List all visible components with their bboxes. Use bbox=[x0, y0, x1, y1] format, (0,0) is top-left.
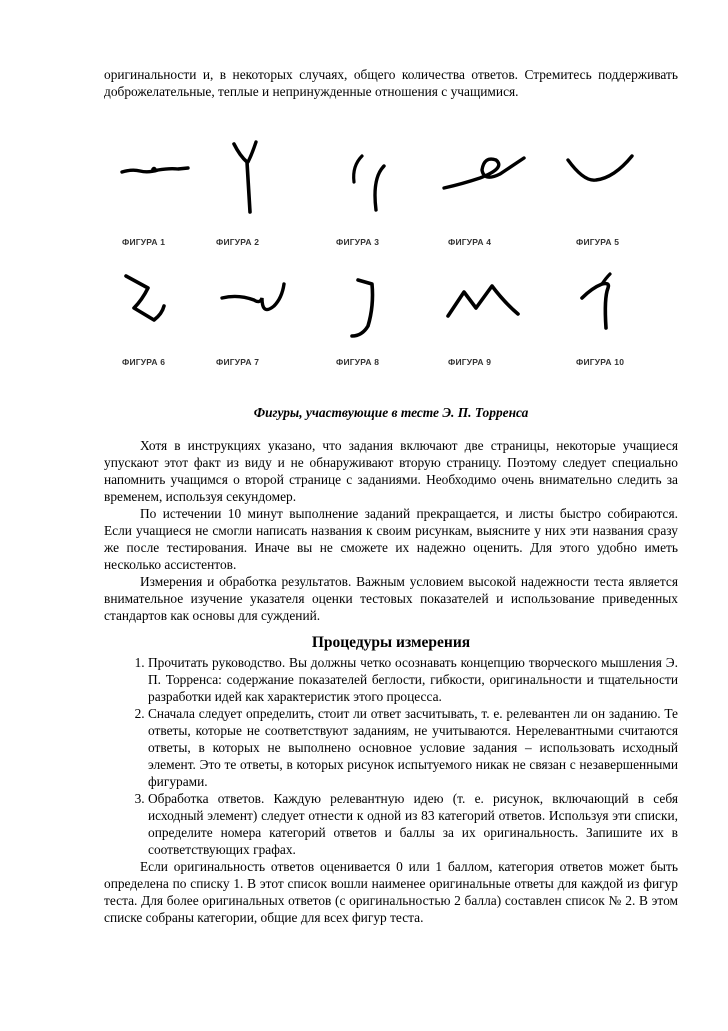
hooked-line-icon bbox=[572, 268, 632, 348]
document-page bbox=[104, 66, 678, 926]
figure-label: ФИГУРА 7 bbox=[216, 357, 260, 367]
figure-1 bbox=[118, 156, 238, 186]
hook-wave-icon bbox=[216, 276, 296, 326]
figure-label: ФИГУРА 6 bbox=[122, 357, 166, 367]
figure-label: ФИГУРА 2 bbox=[216, 237, 260, 247]
figure-4 bbox=[440, 148, 560, 198]
procedure-list bbox=[104, 654, 678, 858]
figure-grid bbox=[104, 108, 678, 408]
squiggle-line-icon bbox=[118, 156, 198, 186]
figure-label: ФИГУРА 3 bbox=[336, 237, 380, 247]
zigzag-icon bbox=[118, 266, 188, 336]
loop-curve-icon bbox=[440, 148, 530, 198]
paragraph: Измерения и обработка результатов. Важным условием высокой надежности теста является внимательное изучение указателя оценки тестовых показателей и использование приведенных стандартов как основы для суждений. bbox=[104, 574, 678, 623]
figures-caption: Фигуры, участвующие в тесте Э. П. Торренса bbox=[253, 405, 529, 420]
figure-label: ФИГУРА 1 bbox=[122, 237, 166, 247]
procedure-item: 3. Обработка ответов. Каждую релевантную идею (т. е. рисунок, включающий в себя исходный элемент) следует отнести к одной из 83 категорий ответов. Используя эти списки, определите номера категорий ответов и баллы за их оригинальность. Запишите их в соответствующих графах. bbox=[148, 790, 678, 858]
figure-label: ФИГУРА 5 bbox=[576, 237, 620, 247]
section-heading: Процедуры измерения bbox=[311, 634, 471, 651]
m-shape-icon bbox=[440, 276, 530, 326]
double-arc-icon bbox=[344, 148, 394, 218]
figure-5 bbox=[562, 150, 682, 190]
paragraph: Хотя в инструкциях указано, что задания включают две страницы, некоторые учащиеся упускают этот факт из виду и не обнаруживают вторую страницу. Поэтому следует специально напомнить учащимся о второй странице с заданиями. Необходимо очень внимательно следить за временем, используя секундомер. bbox=[104, 438, 678, 504]
procedure-item: 2. Сначала следует определить, стоит ли ответ засчитывать, т. е. релевантен ли он заданию. Те ответы, которые не соответствуют заданиям, не учитываются. Нерелевантными считаются ответы, в которых не выполнено основное условие задания – использовать исходный элемент. Это те ответы, в которых рисунок испытуемого никак не связан с незавершенными фигурами. bbox=[148, 705, 678, 790]
figure-label: ФИГУРА 4 bbox=[448, 237, 492, 247]
figure-label: ФИГУРА 9 bbox=[448, 357, 492, 367]
v-curve-icon bbox=[562, 150, 652, 190]
figure-label: ФИГУРА 10 bbox=[576, 357, 625, 367]
figure-label: ФИГУРА 8 bbox=[336, 357, 380, 367]
y-shape-icon bbox=[228, 138, 268, 218]
figure-2 bbox=[228, 138, 348, 218]
figure-9 bbox=[440, 276, 560, 326]
intro-paragraph: оригинальности и, в некоторых случаях, общего количества ответов. Стремитесь поддерживать доброжелательные, теплые и непринужденные отношения с учащимися. bbox=[104, 67, 678, 99]
j-hook-icon bbox=[344, 266, 394, 346]
procedure-item: 1. Прочитать руководство. Вы должны четко осознавать концепцию творческого мышления Э. П. Торренса: содержание показателей беглости, гибкости, оригинальности и тщательности разработки идей как характеристик этого процесса. bbox=[148, 654, 678, 705]
paragraph: По истечении 10 минут выполнение заданий прекращается, и листы быстро собираются. Если учащиеся не смогли написать названия к своим рисункам, выясните у них эти названия сразу же после тестирования. Иначе вы не сможете их надежно оценить. Для этого удобно иметь несколько ассистентов. bbox=[104, 506, 678, 572]
closing-paragraph: Если оригинальность ответов оценивается 0 или 1 баллом, категория ответов может быть определена по списку 1. В этот список вошли наименее оригинальные ответы для каждой из фигур теста. Для более оригинальных ответов (с оригинальностью 2 балла) составлен список № 2. В этом списке собраны категории, общие для всех фигур теста. bbox=[104, 859, 678, 925]
figure-7 bbox=[216, 276, 336, 326]
figure-10 bbox=[572, 268, 692, 348]
